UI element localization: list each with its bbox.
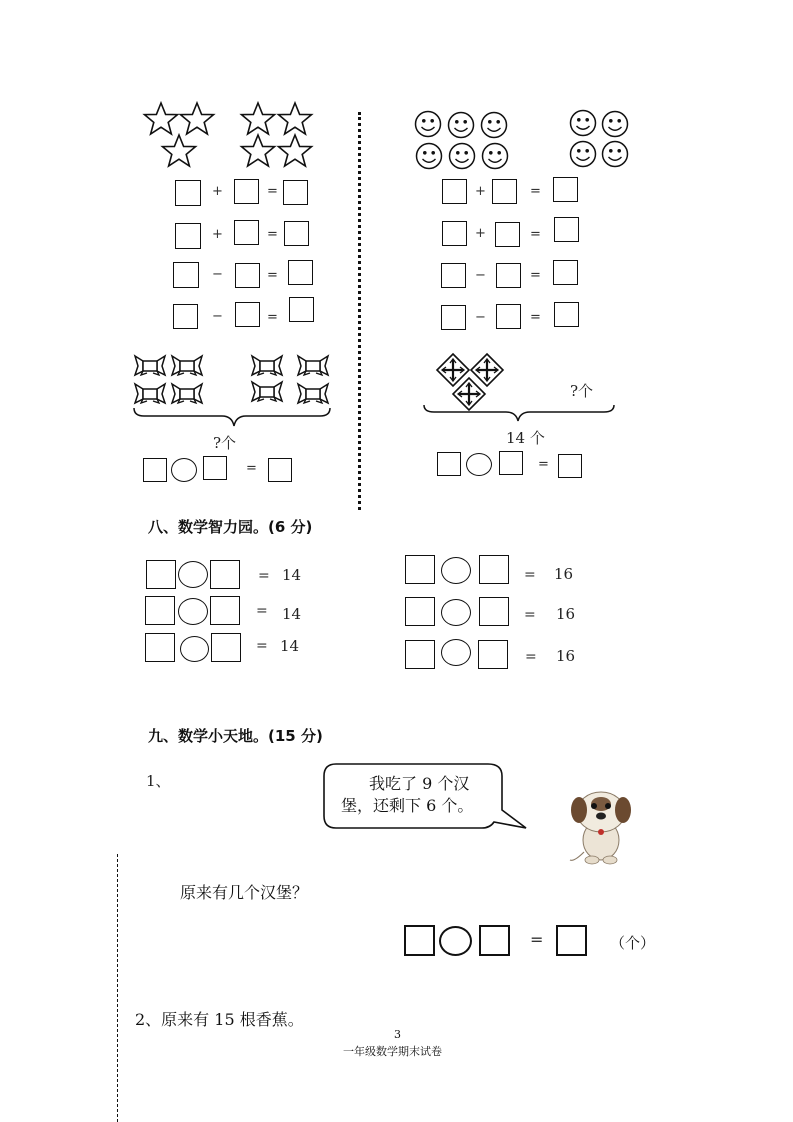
answer-box[interactable] xyxy=(173,304,198,329)
result-value: 14 xyxy=(282,605,302,623)
answer-box[interactable] xyxy=(492,179,517,204)
answer-box[interactable] xyxy=(404,925,435,956)
star-icon xyxy=(163,135,196,166)
answer-box[interactable] xyxy=(553,260,578,285)
total-label-right: 14 个 xyxy=(506,429,545,447)
brace-left xyxy=(132,406,342,430)
faces-group-left xyxy=(413,110,513,174)
result-value: 14 xyxy=(282,566,302,584)
operator-circle[interactable] xyxy=(180,636,209,662)
bow-icon xyxy=(172,356,202,375)
answer-box[interactable] xyxy=(288,260,313,285)
answer-box[interactable] xyxy=(405,555,435,584)
star-icon xyxy=(279,103,312,134)
result-value: 16 xyxy=(556,605,576,623)
answer-box[interactable] xyxy=(495,222,520,247)
answer-box[interactable] xyxy=(235,302,260,327)
brace-right xyxy=(422,403,622,425)
answer-box[interactable] xyxy=(284,221,309,246)
bow-icon xyxy=(252,356,282,375)
smiley-face-icon xyxy=(482,113,507,138)
answer-box[interactable] xyxy=(143,458,167,482)
answer-box[interactable] xyxy=(499,451,523,475)
operator-circle[interactable] xyxy=(441,557,471,584)
page-number: 3 xyxy=(394,1028,401,1041)
bow-icon xyxy=(135,356,165,375)
smiley-face-icon xyxy=(449,113,474,138)
result-value: 14 xyxy=(280,637,300,655)
answer-box[interactable] xyxy=(173,262,199,288)
bow-icon xyxy=(135,384,165,403)
bow-icon xyxy=(298,384,328,403)
smiley-face-icon xyxy=(571,142,596,167)
answer-box[interactable] xyxy=(145,596,175,625)
operator-circle[interactable] xyxy=(171,458,197,482)
operator-circle[interactable] xyxy=(441,639,471,666)
answer-box[interactable] xyxy=(441,305,466,330)
question-2-text: 2、原来有 15 根香蕉。 xyxy=(135,1010,304,1029)
stars-group-right xyxy=(237,100,327,170)
operator-circle[interactable] xyxy=(441,599,471,626)
answer-box[interactable] xyxy=(479,555,509,584)
answer-box[interactable] xyxy=(479,597,509,626)
section-8-title: 八、数学智力园。(6 分) xyxy=(148,518,313,536)
question-label-right: ?个 xyxy=(570,382,594,400)
answer-box[interactable] xyxy=(496,304,521,329)
bow-icon xyxy=(172,384,202,403)
diamond-icon xyxy=(437,354,469,386)
answer-box[interactable] xyxy=(283,180,308,205)
question-label-left: ?个 xyxy=(213,434,237,452)
answer-box[interactable] xyxy=(289,297,314,322)
margin-dashed-line xyxy=(117,854,118,1122)
answer-box[interactable] xyxy=(146,560,176,589)
answer-box[interactable] xyxy=(554,302,579,327)
smiley-face-icon xyxy=(416,112,441,137)
smiley-face-icon xyxy=(603,142,628,167)
star-icon xyxy=(145,103,178,134)
bow-icon xyxy=(298,356,328,375)
faces-group-right xyxy=(568,108,638,172)
answer-box[interactable] xyxy=(175,180,201,206)
bows-group xyxy=(130,350,340,410)
operator-circle[interactable] xyxy=(178,561,208,588)
bow-icon xyxy=(252,382,282,401)
result-value: 16 xyxy=(554,565,574,583)
smiley-face-icon xyxy=(417,144,442,169)
exam-title-footer: 一年级数学期末试卷 xyxy=(343,1045,442,1058)
answer-box[interactable] xyxy=(478,640,508,669)
answer-box[interactable] xyxy=(405,597,435,626)
smiley-face-icon xyxy=(450,144,475,169)
star-icon xyxy=(242,103,275,134)
question-1-number: 1、 xyxy=(146,772,171,790)
answer-box[interactable] xyxy=(554,217,579,242)
smiley-face-icon xyxy=(571,111,596,136)
star-icon xyxy=(181,103,214,134)
smiley-face-icon xyxy=(603,112,628,137)
speech-line-1: 我吃了 9 个汉 xyxy=(369,774,470,793)
star-icon xyxy=(279,135,312,166)
answer-box[interactable] xyxy=(496,263,521,288)
answer-box[interactable] xyxy=(234,179,259,204)
smiley-face-icon xyxy=(483,144,508,169)
answer-box[interactable] xyxy=(556,925,587,956)
answer-box[interactable] xyxy=(558,454,582,478)
diamond-icon xyxy=(471,354,503,386)
answer-box[interactable] xyxy=(210,596,240,625)
operator-circle[interactable] xyxy=(178,598,208,625)
speech-line-2: 堡，还剩下 6 个。 xyxy=(341,796,474,815)
unit-label: （个） xyxy=(610,934,656,952)
answer-box[interactable] xyxy=(441,263,466,288)
star-icon xyxy=(242,135,275,166)
answer-box[interactable] xyxy=(203,456,227,480)
answer-box[interactable] xyxy=(211,633,241,662)
operator-circle[interactable] xyxy=(466,453,492,476)
result-value: 16 xyxy=(556,647,576,665)
section-9-title: 九、数学小天地。(15 分) xyxy=(148,727,323,745)
answer-box[interactable] xyxy=(234,220,259,245)
answer-box[interactable] xyxy=(442,179,467,204)
question-1-text: 原来有几个汉堡？ xyxy=(180,883,309,902)
answer-box[interactable] xyxy=(145,633,175,662)
answer-box[interactable] xyxy=(235,263,260,288)
column-divider xyxy=(358,112,361,510)
answer-box[interactable] xyxy=(405,640,435,669)
answer-box[interactable] xyxy=(437,452,461,476)
operator-circle[interactable] xyxy=(439,926,472,956)
answer-box[interactable] xyxy=(442,221,467,246)
answer-box[interactable] xyxy=(210,560,240,589)
dog-icon xyxy=(568,780,638,870)
answer-box[interactable] xyxy=(268,458,292,482)
stars-group-left xyxy=(140,100,230,170)
answer-box[interactable] xyxy=(553,177,578,202)
answer-box[interactable] xyxy=(175,223,201,249)
answer-box[interactable] xyxy=(479,925,510,956)
